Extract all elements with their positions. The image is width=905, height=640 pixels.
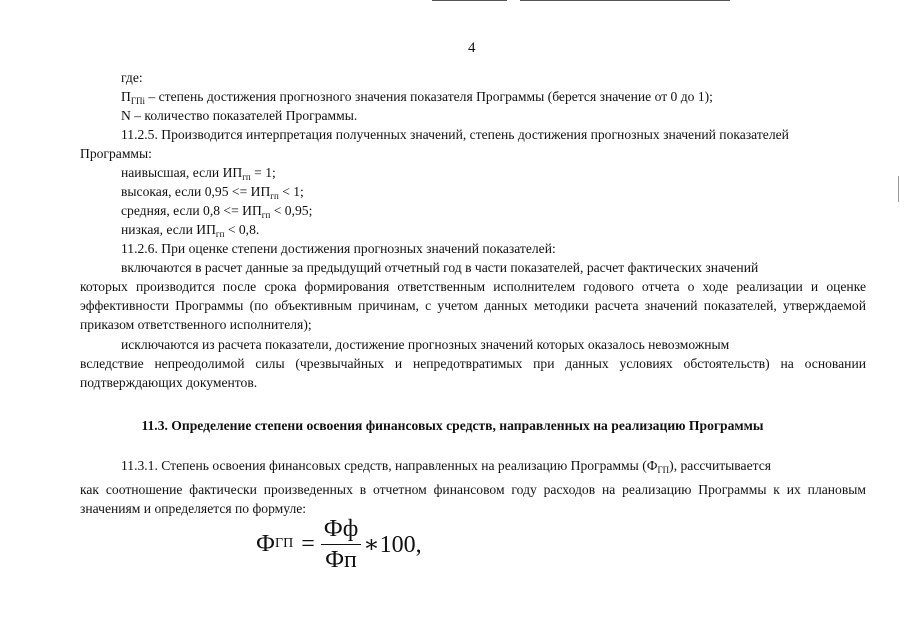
formula-fraction xyxy=(321,517,362,572)
p-subscript: ГПi xyxy=(130,96,146,106)
scan-edge-line xyxy=(520,0,730,1)
paragraph-included-rest: которых производится после срока формирования ответственным исполнителем годового отчета о ходе реализации и оценке эффективности Программы (по объективным причинам, с учетом данных методики расчета значений показателей, утверждаемой приказом ответственного исполнителя); xyxy=(80,279,866,332)
formula-denominator: Фп xyxy=(325,546,357,573)
paragraph-included-first: включаются в расчет данные за предыдущий отчетный год в части показателей, расчет фактических значений xyxy=(121,260,759,275)
paragraph-excluded-first: исключаются из расчета показатели, достижение прогнозных значений которых оказалось невозможным xyxy=(121,337,730,352)
level-subscript: гп xyxy=(261,210,271,220)
level-text: низкая, если ИП xyxy=(121,222,216,237)
level-subscript: гп xyxy=(270,191,279,201)
formula-equals: = xyxy=(301,530,315,557)
n-definition: N – количество показателей Программы. xyxy=(121,108,358,123)
formula-numerator: Фф xyxy=(321,517,362,545)
page-number: 4 xyxy=(468,40,476,56)
p-definition-text: – степень достижения прогнозного значения показателя Программы (берется значение от 0 до 1); xyxy=(145,89,713,104)
clause-11-2-5-continued: Программы: xyxy=(80,146,152,161)
level-subscript: гп xyxy=(242,172,251,182)
formula-tail: ∗100, xyxy=(363,531,422,558)
level-text: = 1; xyxy=(250,165,276,180)
level-text: наивысшая, если ИП xyxy=(121,165,243,180)
paragraph-subscript: ГП xyxy=(657,465,670,475)
paragraph-11-3-1-rest: как соотношение фактически произведенных в отчетном финансовом году расходов на реализацию Программы к их плановым значениям и определяется по формуле: xyxy=(80,482,866,516)
paragraph-11-3-1 xyxy=(80,456,866,518)
paragraph-excluded-rest: вследствие непреодолимой силы (чрезвычайных и непредотвратимых при данных условиях обстоятельств) на основании подтверждающих документов. xyxy=(80,356,866,390)
level-text: < 0,95; xyxy=(270,203,313,218)
paragraph-included xyxy=(80,258,866,334)
clause-11-2-6: 11.2.6. При оценке степени достижения прогнозных значений показателей: xyxy=(121,241,556,256)
formula xyxy=(256,514,422,574)
level-text: высокая, если 0,95 <= ИП xyxy=(121,184,271,199)
paragraph-excluded xyxy=(80,335,866,392)
formula-lhs-subscript: ГП xyxy=(274,536,294,551)
paragraph-text: 11.3.1. Степень освоения финансовых средств, направленных на реализацию Программы (Ф xyxy=(121,458,658,473)
level-subscript: гп xyxy=(215,229,225,239)
level-text: средняя, если 0,8 <= ИП xyxy=(121,203,262,218)
paragraph-text: ), рассчитывается xyxy=(669,458,772,473)
where-label: где: xyxy=(121,70,143,85)
clause-11-2-5: 11.2.5. Производится интерпретация полученных значений, степень достижения прогнозных значений показателей xyxy=(121,127,789,142)
level-text: < 0,8. xyxy=(224,222,260,237)
formula-lhs: Ф xyxy=(256,530,275,557)
scan-edge-line xyxy=(432,0,507,1)
scan-edge-mark xyxy=(898,176,899,202)
level-text: < 1; xyxy=(278,184,304,199)
p-symbol: П xyxy=(121,89,131,104)
paragraph-11-3-1-first xyxy=(80,456,866,480)
section-heading: 11.3. Определение степени освоения финансовых средств, направленных на реализацию Программы xyxy=(141,418,764,433)
